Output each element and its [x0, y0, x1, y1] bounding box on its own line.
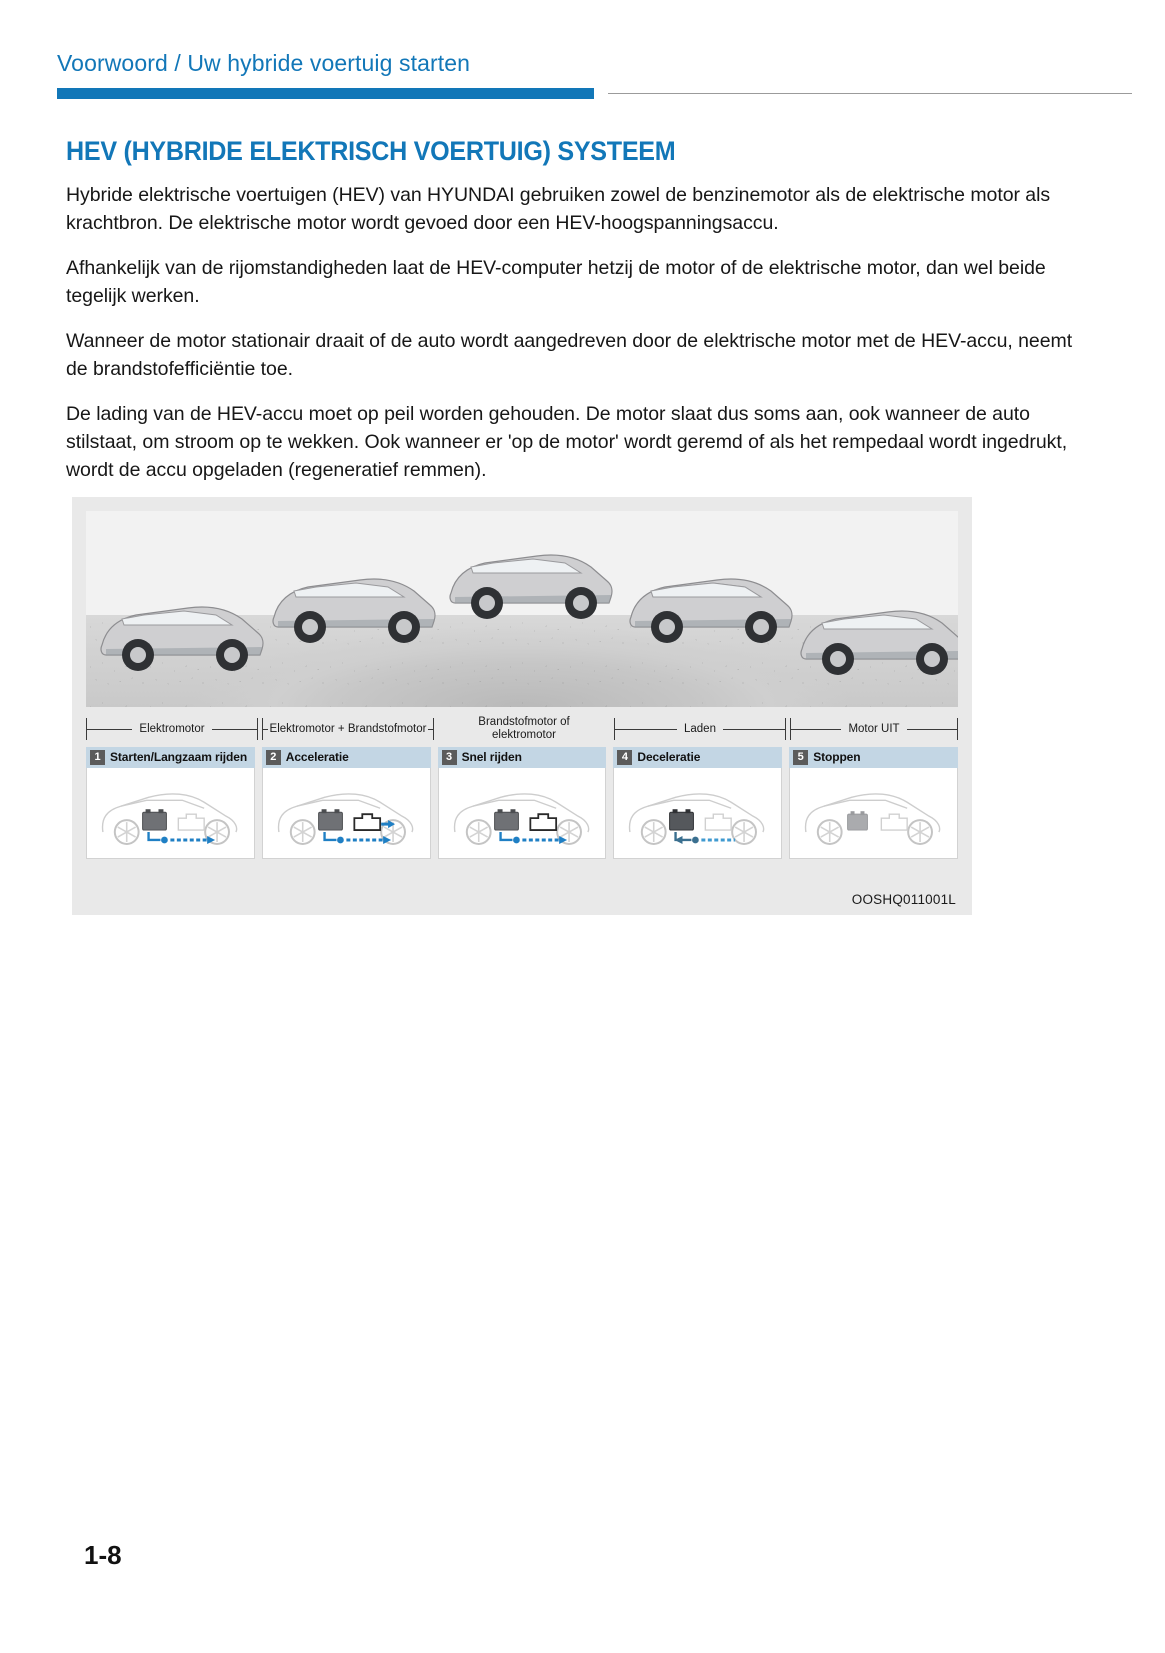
scale-tick	[257, 718, 258, 740]
body-paragraph: Hybride elektrische voertuigen (HEV) van HYUNDAI gebruiken zowel de benzinemotor als de elektrische motor als krachtbron. De elektrische motor wordt gevoed door een HEV-hoogspanningsaccu.	[66, 184, 1051, 234]
wheel-spokes	[736, 822, 754, 842]
phase-number-badge: 5	[793, 750, 808, 765]
wheel-spokes	[645, 822, 663, 842]
phase-panel-header	[613, 747, 782, 768]
vehicle-photo-5	[792, 593, 958, 679]
phase-label: Acceleratie	[285, 750, 349, 765]
engine-icon	[178, 814, 204, 830]
page-title: HEV (HYBRIDE ELEKTRISCH VOERTUIG) SYSTEEM	[66, 136, 676, 166]
phase-number-badge: 1	[90, 750, 105, 765]
breadcrumb: Voorwoord / Uw hybride voertuig starten	[57, 50, 470, 76]
phase-panel-5	[789, 747, 958, 859]
phase-schematic	[789, 768, 958, 859]
phase-panel-3	[438, 747, 607, 859]
phase-schematic	[262, 768, 431, 859]
wheel-spokes	[911, 822, 929, 842]
scale-tick	[785, 718, 786, 740]
page-number: 1-8	[84, 1540, 122, 1570]
scale-segment-2	[262, 712, 434, 746]
phase-panel-header	[789, 747, 958, 768]
engine-icon	[530, 814, 556, 830]
figure-code: OOSHQ011001L	[851, 892, 956, 907]
battery-icon	[318, 809, 342, 830]
vehicle-photo-1	[92, 589, 268, 675]
scale-caption: Motor UIT	[841, 723, 906, 736]
energy-flow-arrow	[675, 832, 736, 844]
hev-system-figure	[72, 497, 972, 915]
figure-photo	[86, 511, 958, 707]
phase-label: Stoppen	[813, 750, 861, 765]
phase-schematic	[613, 768, 782, 859]
body-paragraph: De lading van de HEV-accu moet op peil worden gehouden. De motor slaat dus soms aan, ook wanneer de auto stilstaat, om stroom op te wekken. Ook wanneer er 'op de motor' wordt geremd of als het rempedaal wordt ingedrukt, wordt de accu opgeladen (regeneratief remmen).	[66, 403, 1068, 481]
body-paragraph: Afhankelijk van de rijomstandigheden laat de HEV-computer hetzij de motor of de elektrische motor, dan wel beide tegelijk werken.	[66, 257, 1046, 307]
wheel-spokes	[821, 822, 839, 842]
phase-panel-4	[613, 747, 782, 859]
phase-label: Snel rijden	[461, 750, 522, 765]
engine-icon	[882, 814, 908, 830]
running-header	[57, 50, 1132, 100]
scale-caption: Elektromotor	[132, 723, 211, 736]
phase-scale	[86, 712, 958, 746]
phase-number-badge: 4	[617, 750, 632, 765]
scale-segment-5	[790, 712, 958, 746]
battery-icon	[670, 809, 694, 830]
wheel-spokes	[469, 822, 487, 842]
scale-caption: Elektromotor + Brandstofmotor	[269, 722, 427, 735]
phase-label: Starten/Langzaam rijden	[110, 750, 248, 765]
phase-schematic	[86, 768, 255, 859]
scale-caption: Laden	[677, 723, 723, 736]
vehicle-photo-2	[264, 561, 440, 651]
scale-segment-1	[86, 712, 258, 746]
scale-caption: Brandstofmotor of elektromotor	[438, 716, 610, 742]
content-column	[66, 136, 1076, 484]
phase-number-badge: 2	[266, 750, 281, 765]
phase-panel-header	[262, 747, 431, 768]
phase-panel-header	[438, 747, 607, 768]
phase-panels	[86, 747, 958, 859]
wheel-spokes	[118, 822, 136, 842]
phase-schematic	[438, 768, 607, 859]
scale-tick	[957, 718, 958, 740]
vehicle-photo-4	[621, 561, 797, 651]
scale-segment-3	[438, 712, 610, 746]
battery-icon	[143, 809, 167, 830]
header-rules	[57, 86, 1132, 100]
phase-label: Deceleratie	[637, 750, 701, 765]
header-accent-bar	[57, 88, 594, 99]
scale-tick	[433, 718, 434, 740]
battery-icon	[848, 811, 868, 830]
phase-panel-1	[86, 747, 255, 859]
phase-number-badge: 3	[442, 750, 457, 765]
vehicle-photo-3	[441, 537, 621, 633]
phase-panel-header	[86, 747, 255, 768]
engine-icon	[706, 814, 732, 830]
body-paragraph: Wanneer de motor stationair draait of de auto wordt aangedreven door de elektrische motor met de HEV-accu, neemt de brandstofefficiëntie toe.	[66, 330, 1073, 380]
battery-icon	[494, 809, 518, 830]
scale-segment-4	[614, 712, 786, 746]
engine-icon	[354, 814, 380, 830]
header-thin-rule	[608, 93, 1132, 94]
wheel-spokes	[294, 822, 312, 842]
phase-panel-2	[262, 747, 431, 859]
